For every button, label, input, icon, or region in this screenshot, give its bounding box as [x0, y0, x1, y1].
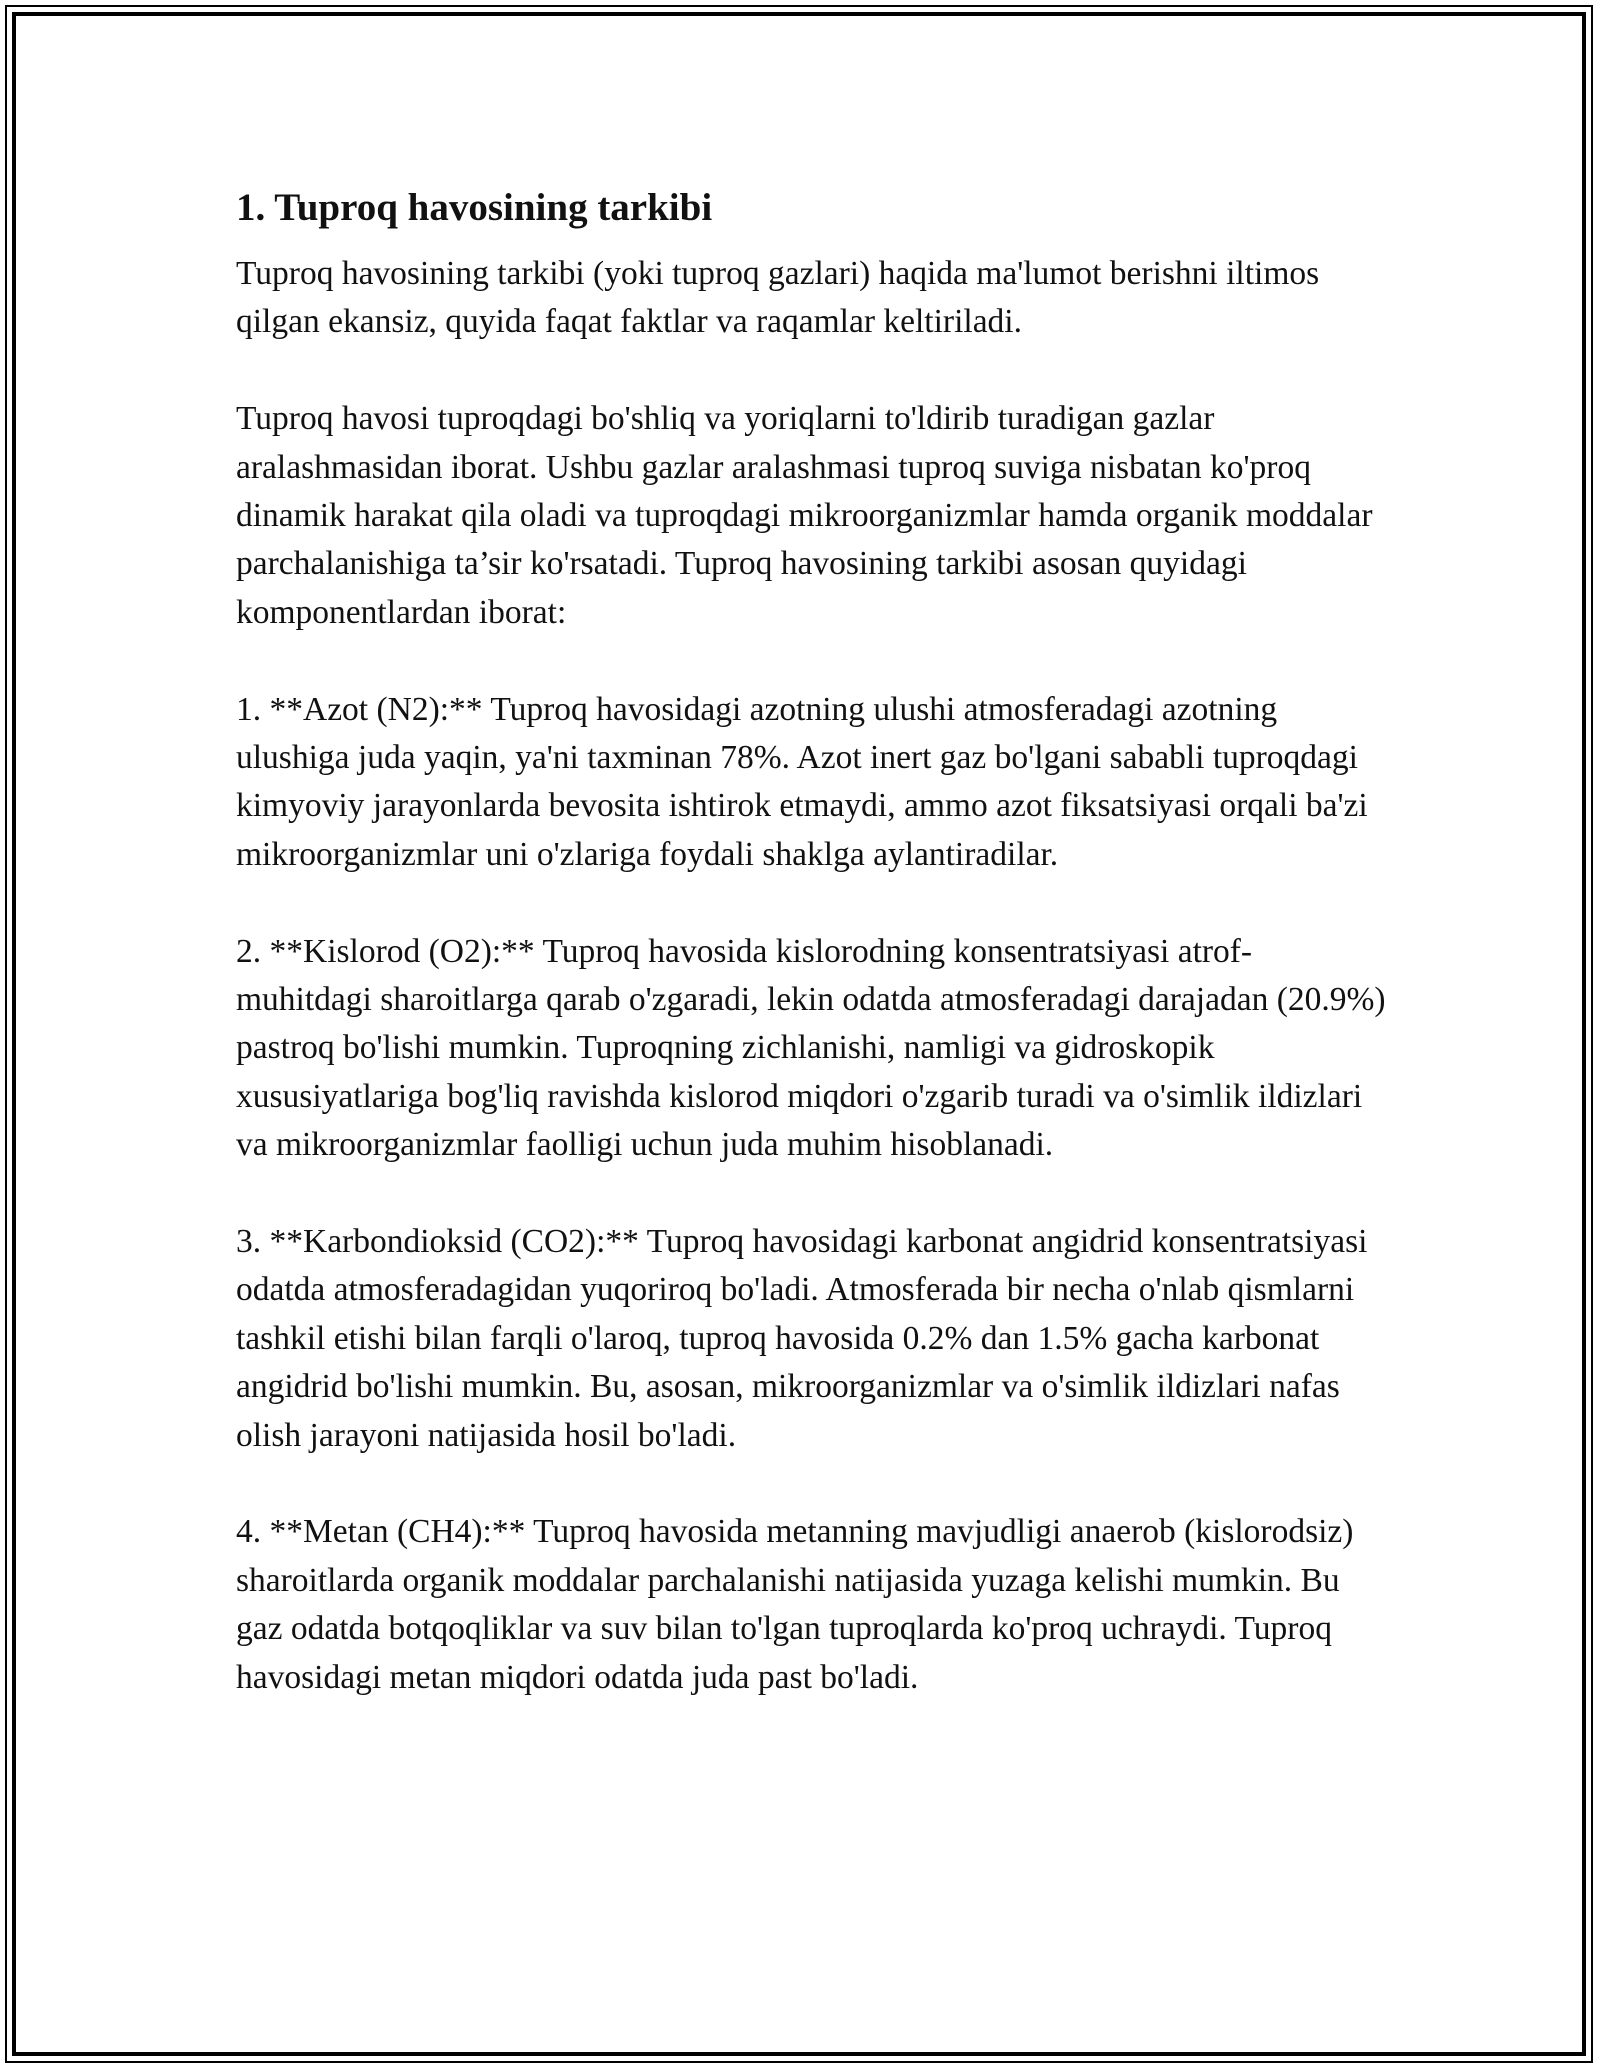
list-item-methane: 4. **Metan (CH4):** Tuproq havosida metanning mavjudligi anaerob (kislorodsiz) sharoitlarda organik moddalar parchalanishi natijasida yuzaga kelishi mumkin. Bu gaz odatda botqoqliklar va suv bilan to'lgan tuproqlarda ko'proq uchraydi. Tuproq havosidagi metan miqdori odatda juda past bo'ladi. — [236, 1513, 1354, 1696]
intro-paragraph: Tuproq havosining tarkibi (yoki tuproq gazlari) haqida ma'lumot berishni iltimos qilgan ekansiz, quyida faqat faktlar va raqamlar keltiriladi. — [236, 255, 1320, 341]
document-title: 1. Tuproq havosining tarkibi — [236, 186, 713, 229]
list-item-carbon-dioxide: 3. **Karbondioksid (CO2):** Tuproq havosidagi karbonat angidrid konsentratsiyasi odatda atmosferadagidan yuqoriroq bo'ladi. Atmosferada bir necha o'nlab qismlarni tashkil etishi bilan farqli o'laroq, tuproq havosida 0.2% dan 1.5% gacha karbonat angidrid bo'lishi mumkin. Bu, asosan, mikroorganizmlar va o'simlik ildizlari nafas olish jarayoni natijasida hosil bo'ladi. — [236, 1223, 1368, 1454]
list-item-nitrogen: 1. **Azot (N2):** Tuproq havosidagi azotning ulushi atmosferadagi azotning ulushiga juda yaqin, ya'ni taxminan 78%. Azot inert gaz bo'lgani sababli tuproqdagi kimyoviy jarayonlarda bevosita ishtirok etmaydi, ammo azot fiksatsiyasi orqali ba'zi mikroorganizmlar uni o'zlariga foydali shaklga aylantiradilar. — [236, 690, 1368, 873]
list-item-oxygen: 2. **Kislorod (O2):** Tuproq havosida kislorodning konsentratsiyasi atrof-muhitdagi sharoitlarga qarab o'zgaradi, lekin odatda atmosferadagi darajadan (20.9%) pastroq bo'lishi mumkin. Tuproqning zichlanishi, namligi va gidroskopik xususiyatlariga bog'liq ravishda kislorod miqdori o'zgarib turadi va o'simlik ildizlari va mikroorganizmlar faolligi uchun juda muhim hisoblanadi. — [236, 932, 1386, 1164]
document-body — [236, 180, 1386, 1702]
overview-paragraph: Tuproq havosi tuproqdagi bo'shliq va yoriqlarni to'ldirib turadigan gazlar aralashmasidan iborat. Ushbu gazlar aralashmasi tuproq suviga nisbatan ko'proq dinamik harakat qila oladi va tuproqdagi mikroorganizmlar hamda organik moddalar parchalanishiga ta’sir ko'rsatadi. Tuproq havosining tarkibi asosan quyidagi komponentlardan iborat: — [236, 400, 1373, 631]
